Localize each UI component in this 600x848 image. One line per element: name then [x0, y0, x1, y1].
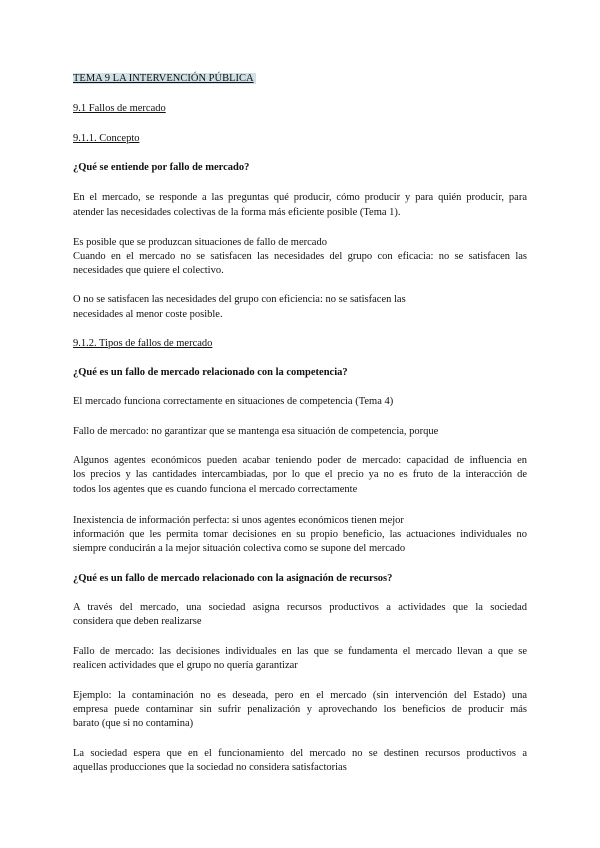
- question-3: ¿Qué es un fallo de mercado relacionado con la asignación de recursos?: [73, 573, 393, 584]
- p9-line1: Fallo de mercado: las decisiones individuales en las que se fundamenta el mercado llevan a que se: [73, 646, 527, 657]
- p10-line1: Ejemplo: la contaminación no es deseada, pero en el mercado (sin intervención del Estado) una: [73, 690, 527, 701]
- p9-line2: realicen actividades que el grupo no quería garantizar: [73, 660, 298, 671]
- p3-line2: necesidades al menor coste posible.: [73, 309, 223, 320]
- doc-title-text: TEMA 9 LA INTERVENCIÓN PÚBLICA: [73, 73, 254, 84]
- p11-line2: aquellas producciones que la sociedad no considera satisfactorias: [73, 762, 347, 773]
- p6-line1: Algunos agentes económicos pueden acabar teniendo poder de mercado: capacidad de influencia en: [73, 455, 527, 466]
- p5: Fallo de mercado: no garantizar que se mantenga esa situación de competencia, porque: [73, 426, 439, 437]
- heading-9-1-1: 9.1.1. Concepto: [73, 133, 140, 144]
- p11-line1: La sociedad espera que en el funcionamiento del mercado no se destinen recursos productivos a: [73, 748, 527, 759]
- p2-line1: Es posible que se produzcan situaciones de fallo de mercado: [73, 237, 327, 248]
- p8-line2: considera que deben realizarse: [73, 616, 202, 627]
- p3-line1: O no se satisfacen las necesidades del grupo con eficiencia: no se satisfacen las: [73, 294, 406, 305]
- p7-line1: Inexistencia de información perfecta: si unos agentes económicos tienen mejor: [73, 515, 404, 526]
- p2-line3: necesidades que quiere el colectivo.: [73, 265, 224, 276]
- question-2: ¿Qué es un fallo de mercado relacionado con la competencia?: [73, 367, 348, 378]
- p2-line2: Cuando en el mercado no se satisfacen las necesidades del grupo con eficacia: no se satisfacen las: [73, 251, 527, 262]
- p8-line1: A través del mercado, una sociedad asigna recursos productivos a actividades que la sociedad: [73, 602, 527, 613]
- p6-line2: los precios y las cantidades intercambiadas, por lo que el precio ya no es fruto de la interacción de: [73, 469, 527, 480]
- p6-line3: todos los agentes que es cuando funciona el mercado correctamente: [73, 484, 358, 495]
- doc-title: [73, 71, 527, 86]
- p1-line1: En el mercado, se responde a las preguntas qué producir, cómo producir y para quién producir, para: [73, 192, 527, 203]
- p10-line2: empresa puede contaminar sin sufrir penalización y aprovechando los beneficios de producir más: [73, 704, 527, 715]
- p1-line2: atender las necesidades colectivas de la forma más eficiente posible (Tema 1).: [73, 207, 401, 218]
- p10-line3: barato (que si no contamina): [73, 718, 194, 729]
- p7-line2: información que les permita tomar decisiones en su propio beneficio, las actuaciones individuales no: [73, 529, 527, 540]
- p7-line3: siempre conducirán a la mejor situación colectiva como se supone del mercado: [73, 543, 406, 554]
- p4: El mercado funciona correctamente en situaciones de competencia (Tema 4): [73, 396, 394, 407]
- heading-9-1: 9.1 Fallos de mercado: [73, 103, 166, 114]
- question-1: ¿Qué se entiende por fallo de mercado?: [73, 162, 250, 173]
- heading-9-1-2: 9.1.2. Tipos de fallos de mercado: [73, 338, 213, 349]
